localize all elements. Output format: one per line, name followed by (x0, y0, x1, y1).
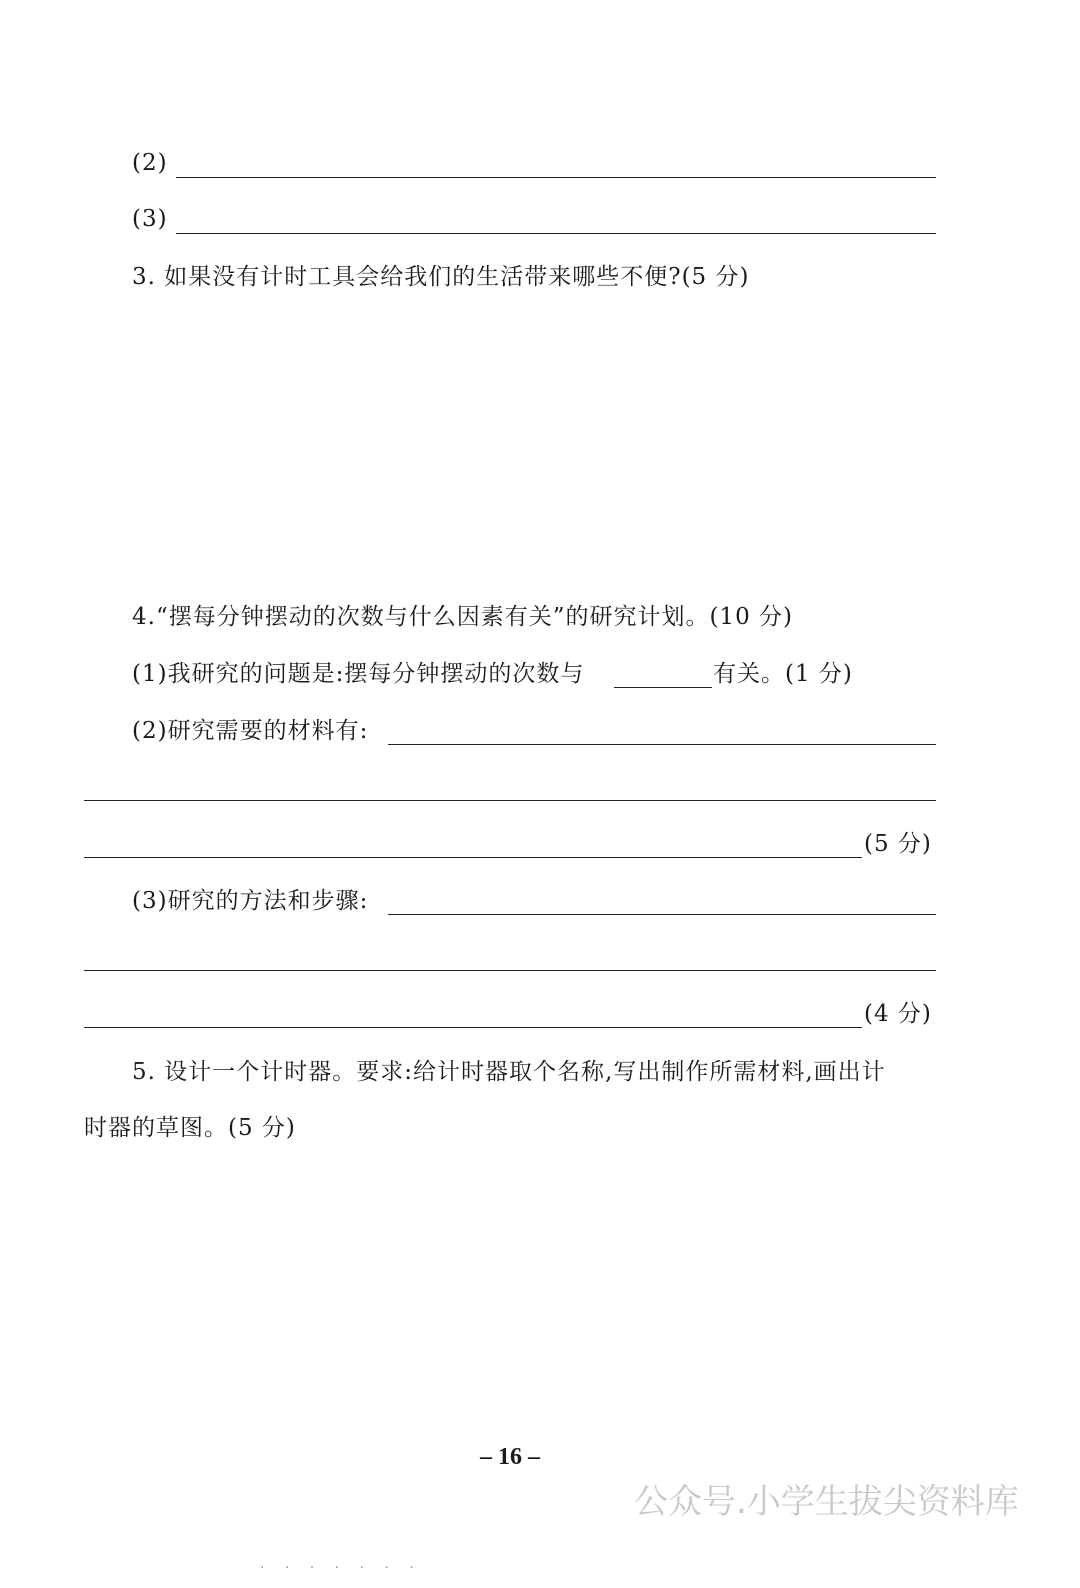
q4-part2-answer-line-3[interactable] (84, 857, 862, 858)
page-number: – 16 – (480, 1444, 540, 1470)
q5-drawing-area[interactable] (84, 1150, 936, 1420)
q4-part2-answer-line-2[interactable] (84, 800, 936, 801)
q4-part2-label: (2)研究需要的材料有: (132, 718, 369, 744)
q4-part2-score: (5 分) (864, 831, 932, 857)
q4-part3-answer-line-1[interactable] (388, 914, 936, 915)
q4-part2-answer-line-1[interactable] (388, 744, 936, 745)
q3-answer-area[interactable] (132, 300, 936, 580)
q4-part3-label: (3)研究的方法和步骤: (132, 888, 369, 914)
q4-part3-score: (4 分) (864, 1001, 932, 1027)
q4-part1-blank[interactable] (614, 687, 712, 688)
q4-title: 4.“摆每分钟摆动的次数与什么因素有关”的研究计划。(10 分) (132, 604, 793, 630)
q4-part1-text-after: 有关。(1 分) (713, 661, 853, 687)
q3-question: 3. 如果没有计时工具会给我们的生活带来哪些不便?(5 分) (132, 264, 750, 290)
q4-part3-answer-line-3[interactable] (84, 1027, 862, 1028)
watermark-text: 公众号.小学生拔尖资料库 (634, 1482, 1019, 1522)
next-page-fragments: · · · · · · · (260, 1560, 422, 1576)
q5-question-line-1: 5. 设计一个计时器。要求:给计时器取个名称,写出制作所需材料,画出计 (132, 1059, 886, 1085)
q4-part1-text-before: (1)我研究的问题是:摆每分钟摆动的次数与 (132, 661, 585, 687)
q2-item-2-label: (2) (132, 150, 168, 176)
q2-item-2-answer-line[interactable] (176, 177, 936, 178)
q2-item-3-answer-line[interactable] (176, 233, 936, 234)
q2-item-3-label: (3) (132, 206, 168, 232)
q5-question-line-2: 时器的草图。(5 分) (84, 1115, 296, 1141)
q4-part3-answer-line-2[interactable] (84, 970, 936, 971)
